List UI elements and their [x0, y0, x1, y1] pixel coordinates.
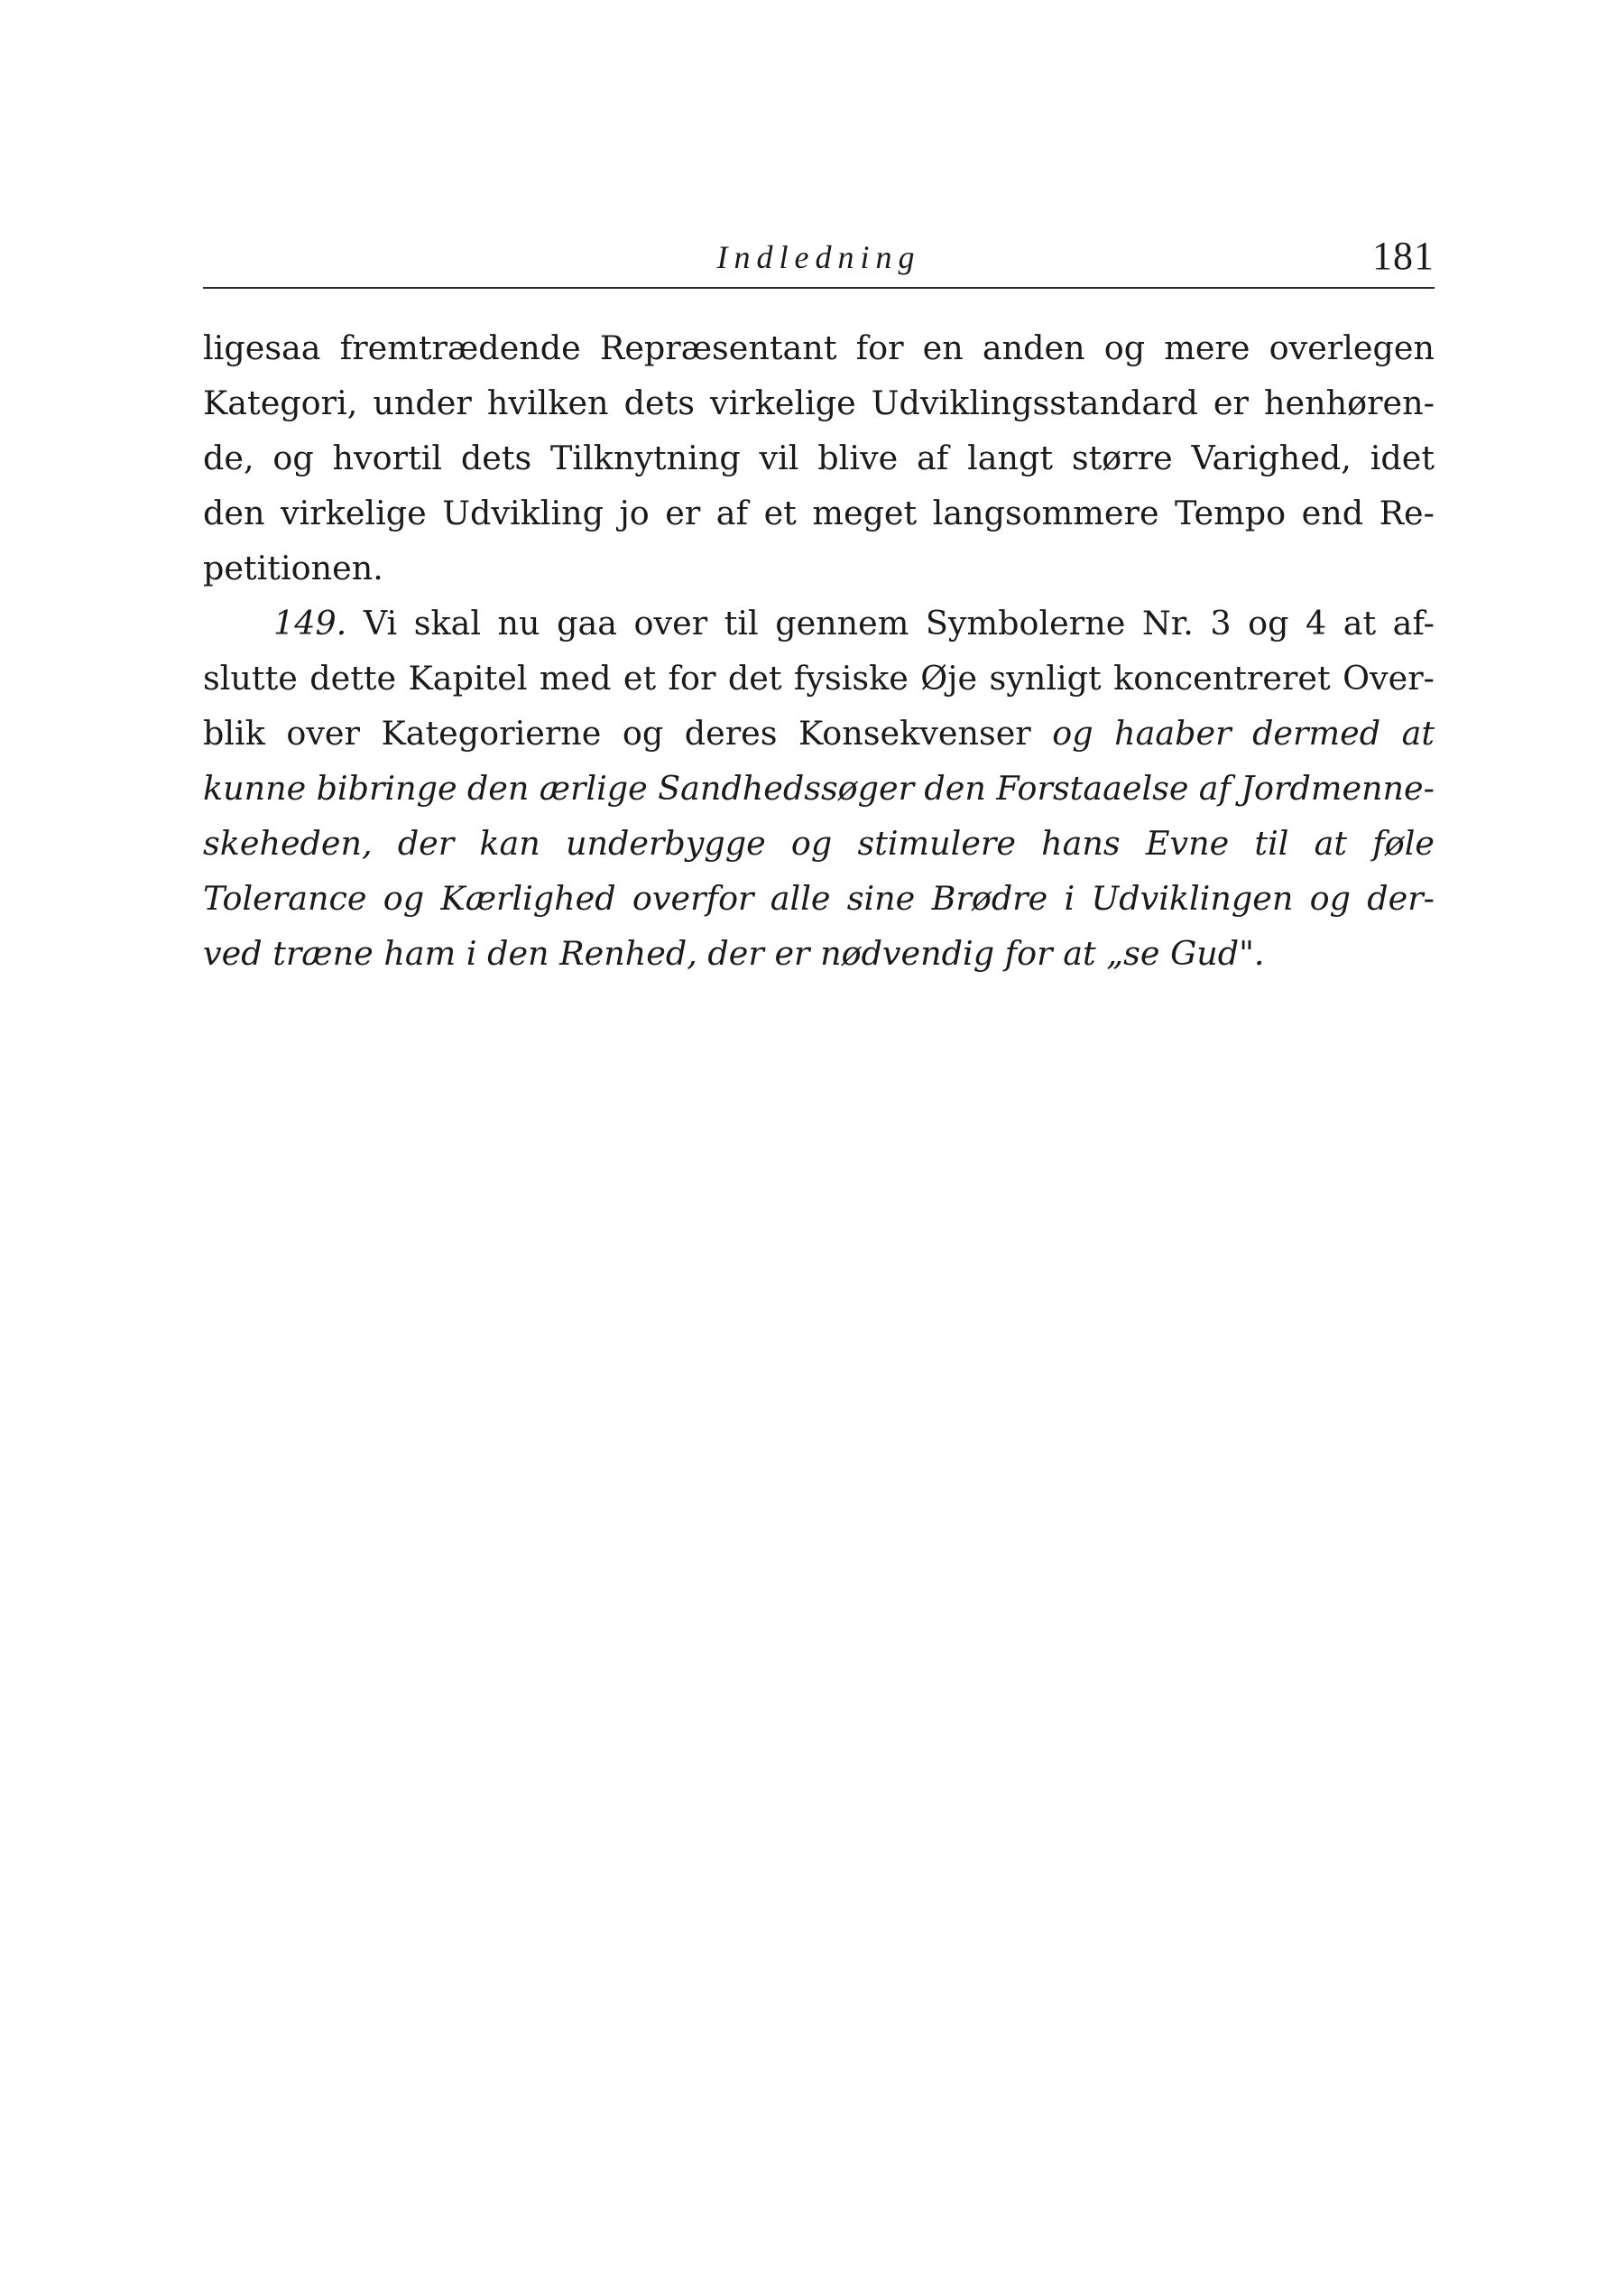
- text-line: slutte dette Kapitel med et for det fysiske Øje synligt koncentreret Over-: [203, 659, 1435, 698]
- text-line: skeheden, der kan underbygge og stimulere hans Evne til at føle: [203, 824, 1435, 863]
- running-head: Indledning: [716, 239, 921, 275]
- text-line: petitionen.: [203, 549, 383, 587]
- text-line: ved træne ham i den Renhed, der er nødvendig for at „se Gud".: [203, 934, 1265, 973]
- body-text: [203, 320, 1435, 981]
- text-segment: Vi skal nu gaa over til gennem Symbolerne Nr. 3 og 4 at af-: [363, 604, 1435, 643]
- text-line: Tolerance og Kærlighed overfor alle sine Brødre i Udviklingen og der-: [203, 879, 1435, 918]
- text-line: de, og hvortil dets Tilknytning vil blive af langt større Varighed, idet: [203, 439, 1435, 477]
- page-number: 181: [1372, 234, 1435, 278]
- paragraph-149: [203, 596, 1435, 981]
- text-line: [203, 706, 1435, 761]
- text-line: kunne bibringe den ærlige Sandhedssøger den Forstaaelse af Jordmenne-: [203, 769, 1435, 808]
- page-header: [203, 233, 1435, 283]
- text-line: den virkelige Udvikling jo er af et meget langsommere Tempo end Re-: [203, 494, 1435, 532]
- paragraph-1: [203, 320, 1435, 596]
- text-line: [203, 596, 1435, 651]
- text-segment: blik over Kategorierne og deres Konsekvenser: [203, 714, 1031, 753]
- text-line: Kategori, under hvilken dets virkelige Udviklingsstandard er henhøren-: [203, 384, 1435, 422]
- section-number: 149.: [273, 604, 347, 643]
- italic-segment: og haaber dermed at: [1052, 714, 1435, 753]
- header-rule: [203, 287, 1435, 289]
- text-line: ligesaa fremtrædende Repræsentant for en anden og mere overlegen: [203, 328, 1435, 367]
